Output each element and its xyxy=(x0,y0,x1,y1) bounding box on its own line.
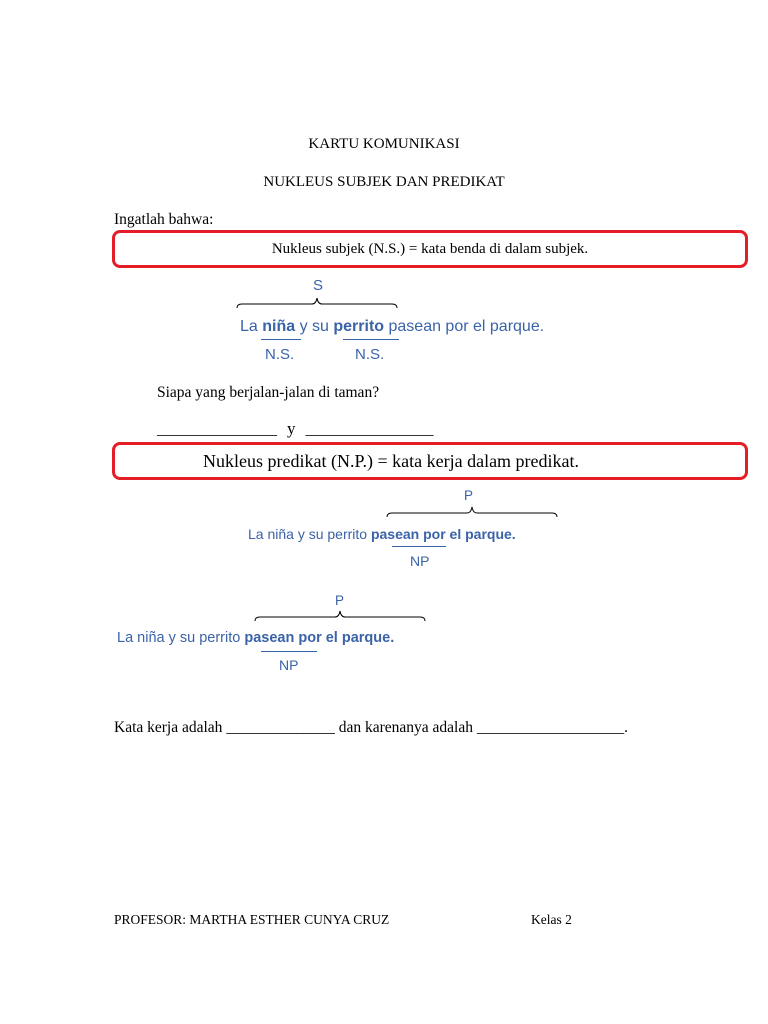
fill-blank-2[interactable]: ___________________ xyxy=(476,719,625,736)
example3-plain: La niña y su perrito xyxy=(117,630,245,646)
example1-part-la: La xyxy=(240,318,263,335)
fill-part-2: dan karenanya adalah xyxy=(338,719,473,736)
np-label-2: NP xyxy=(279,657,299,673)
page-subtitle: NUKLEUS SUBJEK DAN PREDIKAT xyxy=(263,174,505,190)
example1-sentence xyxy=(240,318,544,336)
answer-blank-right[interactable]: ________________ xyxy=(305,421,434,438)
answer-connector: y xyxy=(287,419,296,438)
example1-perrito-underline xyxy=(343,339,399,340)
fill-sentence xyxy=(114,719,628,737)
page-title: KARTU KOMUNIKASI xyxy=(308,136,460,152)
fill-part-1: Kata kerja adalah xyxy=(114,719,223,736)
predicate-rule-box xyxy=(112,442,748,480)
predicate-brace-2 xyxy=(254,609,426,625)
subject-brace xyxy=(236,296,398,312)
example1-perrito: perrito xyxy=(333,318,385,335)
question-text: Siapa yang berjalan-jalan di taman? xyxy=(157,384,380,401)
fill-blank-1[interactable]: ______________ xyxy=(226,719,335,736)
example3-bold: pasean por el parque. xyxy=(244,630,395,646)
fill-end: . xyxy=(624,719,628,736)
example3-sentence xyxy=(117,630,394,646)
footer-grade: Kelas 2 xyxy=(531,912,572,927)
example2-plain: La niña y su perrito xyxy=(248,526,371,542)
subject-brace-label: S xyxy=(313,277,324,294)
predicate-brace-label-2: P xyxy=(335,593,345,608)
example2-bold: pasean por el parque. xyxy=(370,526,516,542)
np-label-1: NP xyxy=(410,553,430,569)
answer-blank-left[interactable]: _______________ xyxy=(157,421,277,438)
example3-verb-underline xyxy=(261,651,317,652)
example1-nina: niña xyxy=(262,318,296,335)
answer-line xyxy=(157,419,434,439)
intro-text: Ingatlah bahwa: xyxy=(114,211,214,228)
subject-rule-text: Nukleus subjek (N.S.) = kata benda di dalam subjek. xyxy=(271,241,589,257)
example2-sentence xyxy=(248,526,516,542)
example1-part-rest: pasean por el parque. xyxy=(384,318,545,335)
predicate-brace-label-1: P xyxy=(464,488,474,503)
subject-rule-box xyxy=(112,230,748,268)
example1-part-ysu: y su xyxy=(295,318,334,335)
example2-verb-underline xyxy=(392,546,446,547)
predicate-rule-text: Nukleus predikat (N.P.) = kata kerja dalam predikat. xyxy=(203,451,580,471)
footer-professor: PROFESOR: MARTHA ESTHER CUNYA CRUZ xyxy=(114,912,390,927)
ns-label-1: N.S. xyxy=(265,346,295,363)
predicate-brace-1 xyxy=(386,505,558,521)
ns-label-2: N.S. xyxy=(355,346,385,363)
example1-nina-underline xyxy=(261,339,301,340)
